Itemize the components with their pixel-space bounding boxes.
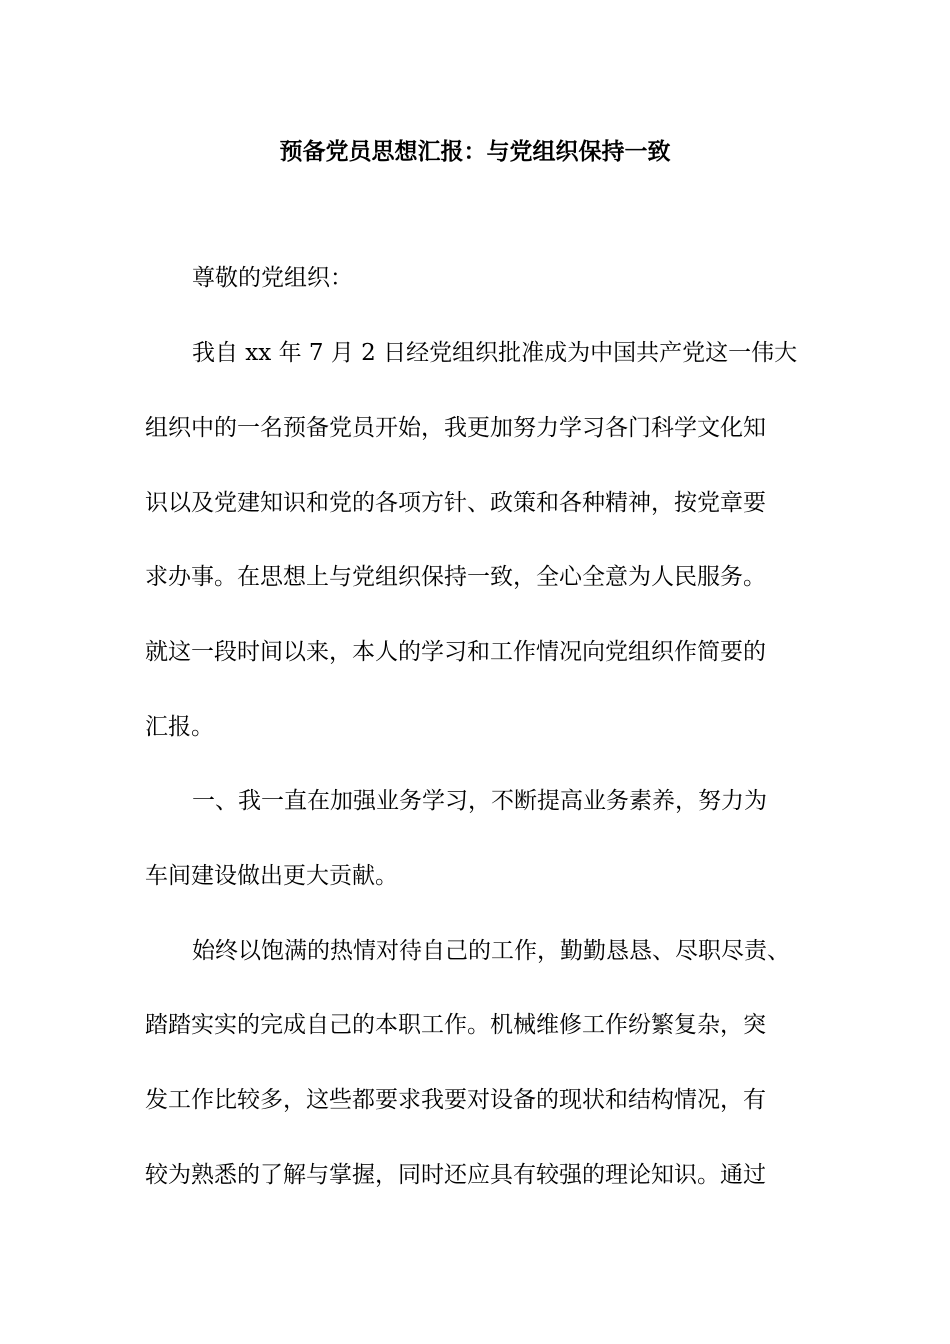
body-line: 较为熟悉的了解与掌握，同时还应具有较强的理论知识。通过	[145, 1162, 766, 1188]
body-line: 识以及党建知识和党的各项方针、政策和各种精神，按党章要	[145, 490, 766, 516]
body-line: 发工作比较多，这些都要求我要对设备的现状和结构情况，有	[145, 1087, 766, 1113]
document-title: 预备党员思想汇报：与党组织保持一致	[279, 138, 671, 165]
body-line: 求办事。在思想上与党组织保持一致，全心全意为人民服务。	[145, 564, 766, 590]
body-line: 踏踏实实的完成自己的本职工作。机械维修工作纷繁复杂，突	[145, 1012, 766, 1038]
salutation: 尊敬的党组织：	[192, 265, 353, 291]
body-line: 组织中的一名预备党员开始，我更加努力学习各门科学文化知	[145, 415, 766, 441]
body-line: 始终以饱满的热情对待自己的工作，勤勤恳恳、尽职尽责、	[192, 938, 790, 964]
body-line: 我自 xx 年 7 月 2 日经党组织批准成为中国共产党这一伟大	[192, 340, 798, 366]
body-line: 汇报。	[145, 714, 214, 740]
body-line: 就这一段时间以来，本人的学习和工作情况向党组织作简要的	[145, 639, 766, 665]
body-line: 车间建设做出更大贡献。	[145, 863, 398, 889]
body-line: 一、我一直在加强业务学习，不断提高业务素养，努力为	[192, 788, 767, 814]
